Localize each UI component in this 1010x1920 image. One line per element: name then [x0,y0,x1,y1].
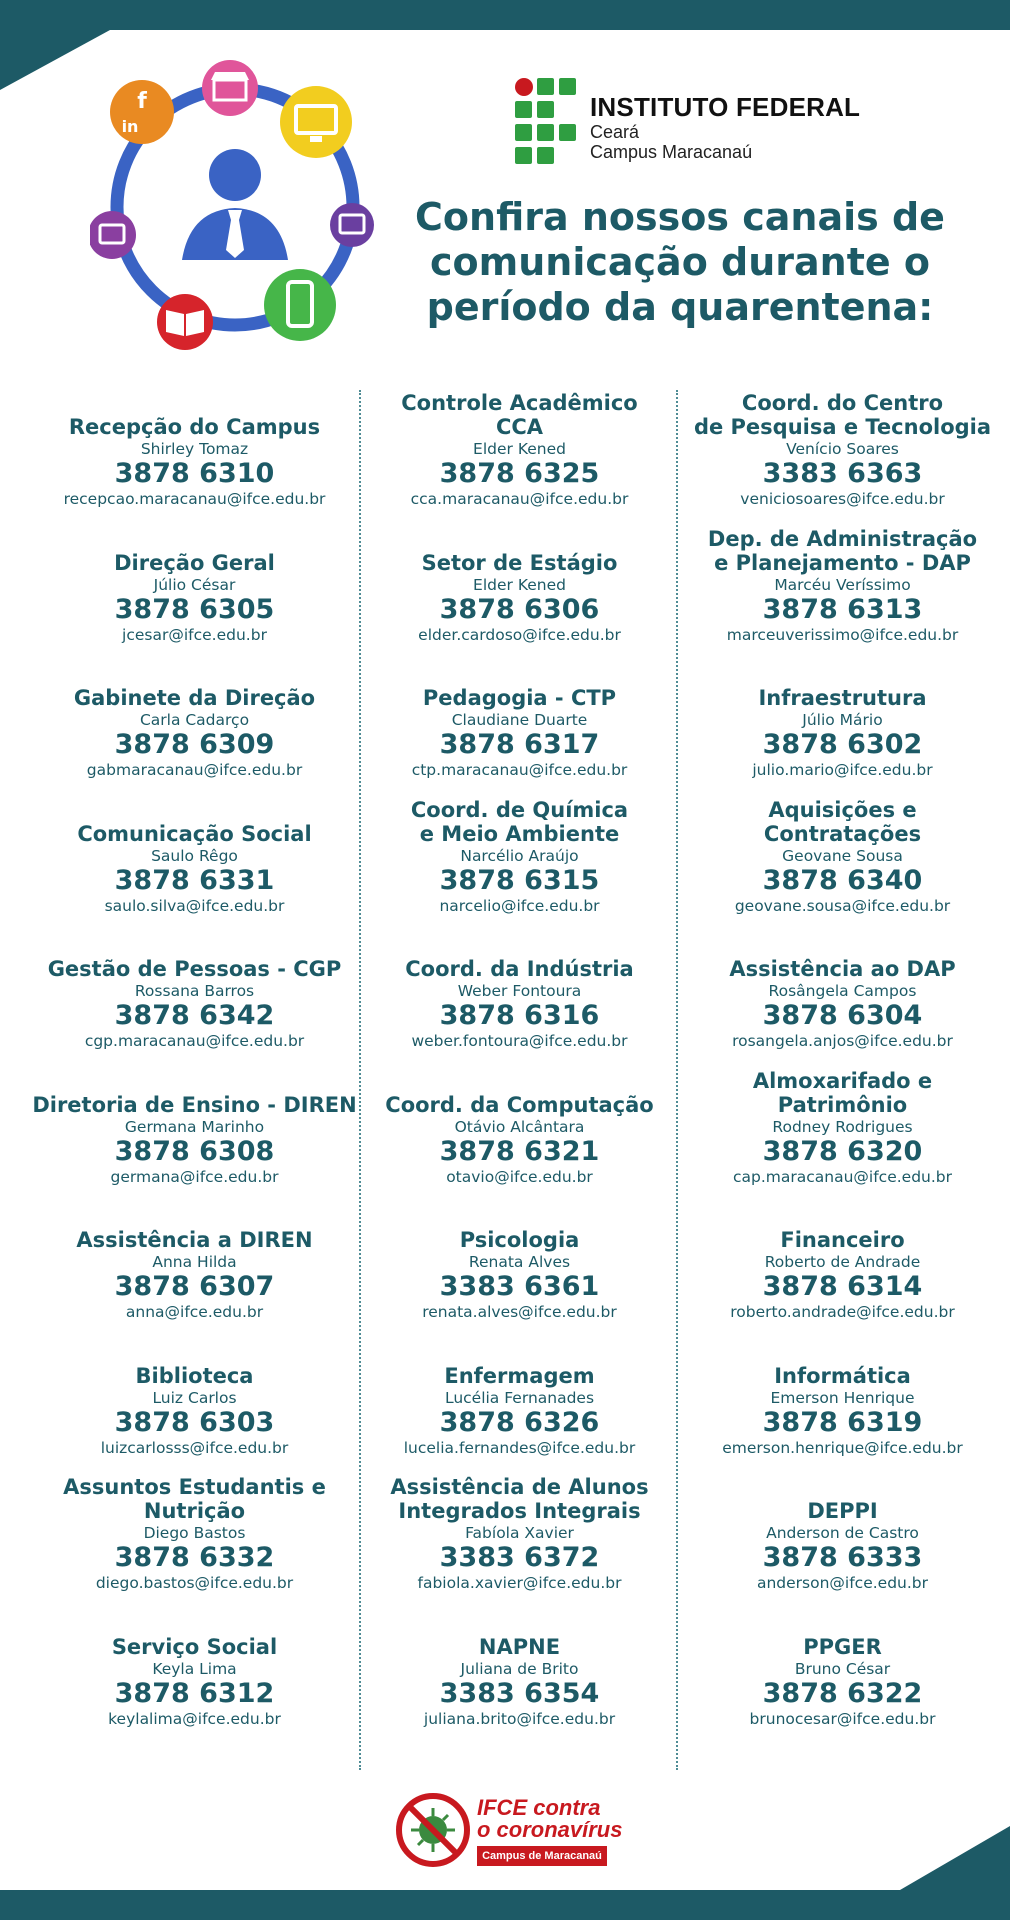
department-name: Gestão de Pessoas - CGP [47,957,342,981]
contact-person: Renata Alves [468,1253,571,1271]
contact-card [32,1073,357,1201]
contact-person: Fabíola Xavier [465,1524,574,1542]
contact-card [357,1615,682,1743]
tv-icon [330,203,374,247]
contact-email[interactable]: brunocesar@ifce.edu.br [749,1709,936,1728]
svg-text:in: in [121,117,139,136]
contact-phone[interactable]: 3878 6305 [114,593,275,625]
logo-state: Ceará [590,122,640,142]
monitor-icon [280,86,352,158]
department-name: Assuntos Estudantis e Nutrição [63,1475,326,1523]
contact-card [357,1475,682,1607]
contact-person: Shirley Tomaz [140,440,249,458]
contact-person: Anna Hilda [152,1253,237,1271]
contact-phone[interactable]: 3878 6315 [439,864,600,896]
department-name: Recepção do Campus [68,415,321,439]
department-name: Direção Geral [114,550,275,575]
department-name: Coord. de Química e Meio Ambiente [410,797,629,846]
bottom-corner-accent [900,1826,1010,1890]
contact-email[interactable]: anna@ifce.edu.br [125,1303,264,1321]
contact-email[interactable]: marceuverissimo@ifce.edu.br [726,625,959,644]
contact-card [680,666,1005,794]
page-headline: Confira nossos canais de comunicação durante o período da quarentena: [415,195,945,329]
contact-card [680,391,1005,523]
department-name: Infraestrutura [758,686,927,710]
contact-email[interactable]: julio.mario@ifce.edu.br [752,761,933,779]
contact-card [680,1615,1005,1743]
contact-person: Elder Kened [473,575,566,594]
contact-email[interactable]: recepcao.maracanau@ifce.edu.br [63,490,326,508]
contact-phone[interactable]: 3878 6316 [439,1000,600,1031]
smartphone-icon [264,269,336,341]
contact-person: Júlio César [153,575,236,594]
contact-email[interactable]: keylalima@ifce.edu.br [108,1709,281,1728]
contact-phone[interactable]: 3878 6310 [114,458,275,489]
contact-email[interactable]: saulo.silva@ifce.edu.br [104,896,285,915]
contact-person: Luiz Carlos [152,1388,237,1407]
contact-person: Roberto de Andrade [764,1253,921,1271]
department-name: Diretoria de Ensino - DIREN [32,1092,357,1117]
department-name: PPGER [803,1634,882,1659]
contact-person: Juliana de Brito [460,1659,579,1678]
logo-campus: Campus Maracanaú [590,142,753,162]
contact-phone[interactable]: 3878 6333 [762,1542,923,1573]
contact-person: Saulo Rêgo [151,846,238,865]
contact-card [32,802,357,930]
contact-person: Anderson de Castro [766,1524,919,1542]
contact-card [680,1479,1005,1607]
contact-person: Bruno César [794,1659,891,1678]
contact-person: Emerson Henrique [770,1388,915,1407]
contact-phone[interactable]: 3878 6304 [762,1000,923,1031]
top-banner-bar [0,0,1010,30]
campaign-badge [395,1790,625,1870]
contact-email[interactable]: luizcarlosss@ifce.edu.br [100,1438,289,1457]
contact-email[interactable]: anderson@ifce.edu.br [756,1574,929,1592]
contact-email[interactable]: emerson.henrique@ifce.edu.br [722,1438,963,1457]
contact-person: Diego Bastos [143,1524,246,1542]
contact-phone[interactable]: 3383 6354 [439,1677,600,1709]
contact-card [357,1208,682,1336]
department-name: Coord. do Centro de Pesquisa e Tecnologia [693,391,992,439]
contact-person: Rosângela Campos [768,982,917,1000]
contact-card [357,937,682,1065]
department-name: Informática [774,1363,911,1388]
department-name: Coord. da Computação [385,1092,654,1117]
department-name: Psicologia [459,1228,580,1252]
badge-campus-tag: Campus de Maracanaú [477,1846,607,1866]
contact-email[interactable]: geovane.sousa@ifce.edu.br [734,896,951,915]
contact-email[interactable]: cgp.maracanau@ifce.edu.br [84,1032,305,1050]
department-name: Controle Acadêmico CCA [401,391,638,439]
contact-person: Claudiane Duarte [451,711,588,729]
contact-card [32,1475,357,1607]
contact-person: Júlio Mário [802,711,883,729]
svg-text:f: f [137,89,147,114]
contact-card [32,666,357,794]
contact-card [32,937,357,1065]
store-icon [202,60,258,116]
contact-person: Rodney Rodrigues [772,1117,913,1136]
department-name: Financeiro [780,1228,905,1252]
contact-email[interactable]: ctp.maracanau@ifce.edu.br [411,761,628,779]
contact-phone[interactable]: 3383 6363 [762,458,923,489]
contact-person: Keyla Lima [152,1659,237,1678]
contact-email[interactable]: cca.maracanau@ifce.edu.br [410,490,629,508]
social-media-icon [110,80,174,144]
department-name: Assistência ao DAP [729,957,956,981]
contact-email[interactable]: elder.cardoso@ifce.edu.br [418,625,621,644]
department-name: Gabinete da Direção [73,686,316,710]
contact-card [357,391,682,523]
contact-email[interactable]: rosangela.anjos@ifce.edu.br [732,1032,953,1050]
contact-person: Geovane Sousa [782,846,903,865]
no-virus-icon [395,1792,471,1868]
contact-phone[interactable]: 3878 6309 [114,729,275,760]
communication-hero-illustration [90,60,380,350]
contact-phone[interactable]: 3878 6326 [439,1406,600,1438]
logo-title: INSTITUTO FEDERAL [590,92,861,122]
contact-phone[interactable]: 3878 6320 [762,1135,923,1167]
contact-card [357,666,682,794]
contact-phone[interactable]: 3878 6331 [114,864,275,896]
contact-phone[interactable]: 3878 6319 [762,1406,923,1438]
logo-mark-icon [515,78,579,164]
contact-email[interactable]: gabmaracanau@ifce.edu.br [86,761,303,779]
contact-card [357,1344,682,1472]
contact-card [32,395,357,523]
contact-phone[interactable]: 3878 6322 [762,1677,923,1709]
contact-person: Elder Kened [473,440,566,458]
contact-person: Rossana Barros [134,982,255,1000]
department-name: Enfermagem [444,1363,595,1388]
contact-card [680,1344,1005,1472]
department-name: Setor de Estágio [421,550,618,575]
contact-email[interactable]: otavio@ifce.edu.br [446,1167,593,1186]
department-name: NAPNE [478,1634,561,1659]
contact-email[interactable]: veniciosoares@ifce.edu.br [740,490,945,508]
contact-email[interactable]: diego.bastos@ifce.edu.br [95,1574,294,1592]
bottom-banner-bar [0,1890,1010,1920]
contact-phone[interactable]: 3383 6361 [439,1271,600,1302]
department-name: DEPPI [807,1499,878,1523]
contact-phone[interactable]: 3878 6313 [762,593,923,625]
contact-phone[interactable]: 3383 6372 [439,1542,600,1573]
contact-person: Germana Marinho [124,1117,265,1136]
contact-card [680,937,1005,1065]
contact-person: Weber Fontoura [457,982,582,1000]
contact-person: Venício Soares [786,440,899,458]
badge-line-2: o coronavírus [477,1817,623,1842]
contact-phone[interactable]: 3878 6303 [114,1406,275,1438]
contact-phone[interactable]: 3878 6317 [439,729,600,760]
contact-email[interactable]: fabiola.xavier@ifce.edu.br [417,1574,622,1592]
contact-phone[interactable]: 3878 6340 [762,864,923,896]
contact-card [32,1615,357,1743]
contact-card [680,1208,1005,1336]
contact-email[interactable]: renata.alves@ifce.edu.br [422,1303,617,1321]
contact-phone[interactable]: 3878 6312 [114,1677,275,1709]
person-icon [182,149,288,260]
contact-phone[interactable]: 3878 6321 [439,1135,600,1167]
contact-person: Otávio Alcântara [454,1117,585,1136]
department-name: Biblioteca [135,1363,254,1388]
contact-email[interactable]: jcesar@ifce.edu.br [122,625,267,644]
contact-card [357,1073,682,1201]
contact-card [680,1068,1005,1201]
department-name: Almoxarifado e Patrimônio [752,1068,933,1117]
contact-phone[interactable]: 3878 6307 [114,1271,275,1302]
contact-email[interactable]: narcelio@ifce.edu.br [439,896,600,915]
department-name: Serviço Social [111,1634,278,1659]
institution-logo [515,78,895,168]
contact-email[interactable]: cap.maracanau@ifce.edu.br [732,1167,952,1186]
contact-card [32,531,357,659]
contact-phone[interactable]: 3878 6314 [762,1271,923,1302]
book-icon [157,294,213,350]
contact-person: Carla Cadarço [139,711,250,729]
contact-card [32,1208,357,1336]
department-name: Coord. da Indústria [405,957,634,981]
contact-phone[interactable]: 3878 6302 [762,729,923,760]
contact-phone[interactable]: 3878 6342 [114,1000,275,1031]
contact-phone[interactable]: 3878 6332 [114,1542,275,1573]
contact-phone[interactable]: 3878 6308 [114,1135,275,1167]
contact-person: Marcéu Veríssimo [774,575,911,594]
contact-email[interactable]: weber.fontoura@ifce.edu.br [411,1032,628,1050]
tablet-icon [90,211,136,259]
contact-card [357,531,682,659]
department-name: Pedagogia - CTP [422,686,617,710]
contact-person: Narcélio Araújo [460,846,579,865]
contact-email[interactable]: roberto.andrade@ifce.edu.br [730,1303,955,1321]
department-name: Dep. de Administração e Planejamento - DAP [707,526,978,575]
department-name: Assistência a DIREN [76,1228,313,1252]
contact-card [357,797,682,930]
contact-phone[interactable]: 3878 6325 [439,458,600,489]
contact-email[interactable]: germana@ifce.edu.br [110,1167,279,1186]
badge-line-1: IFCE contra [477,1795,601,1820]
contact-email[interactable]: lucelia.fernandes@ifce.edu.br [403,1438,636,1457]
contact-card [680,797,1005,930]
department-name: Aquisições e Contratações [763,797,922,846]
contact-phone[interactable]: 3878 6306 [439,593,600,625]
contact-email[interactable]: juliana.brito@ifce.edu.br [423,1709,616,1728]
contact-card [32,1344,357,1472]
department-name: Assistência de Alunos Integrados Integrais [390,1475,649,1523]
contact-person: Lucélia Fernanades [444,1388,595,1407]
department-name: Comunicação Social [77,821,312,846]
contact-card [680,526,1005,659]
